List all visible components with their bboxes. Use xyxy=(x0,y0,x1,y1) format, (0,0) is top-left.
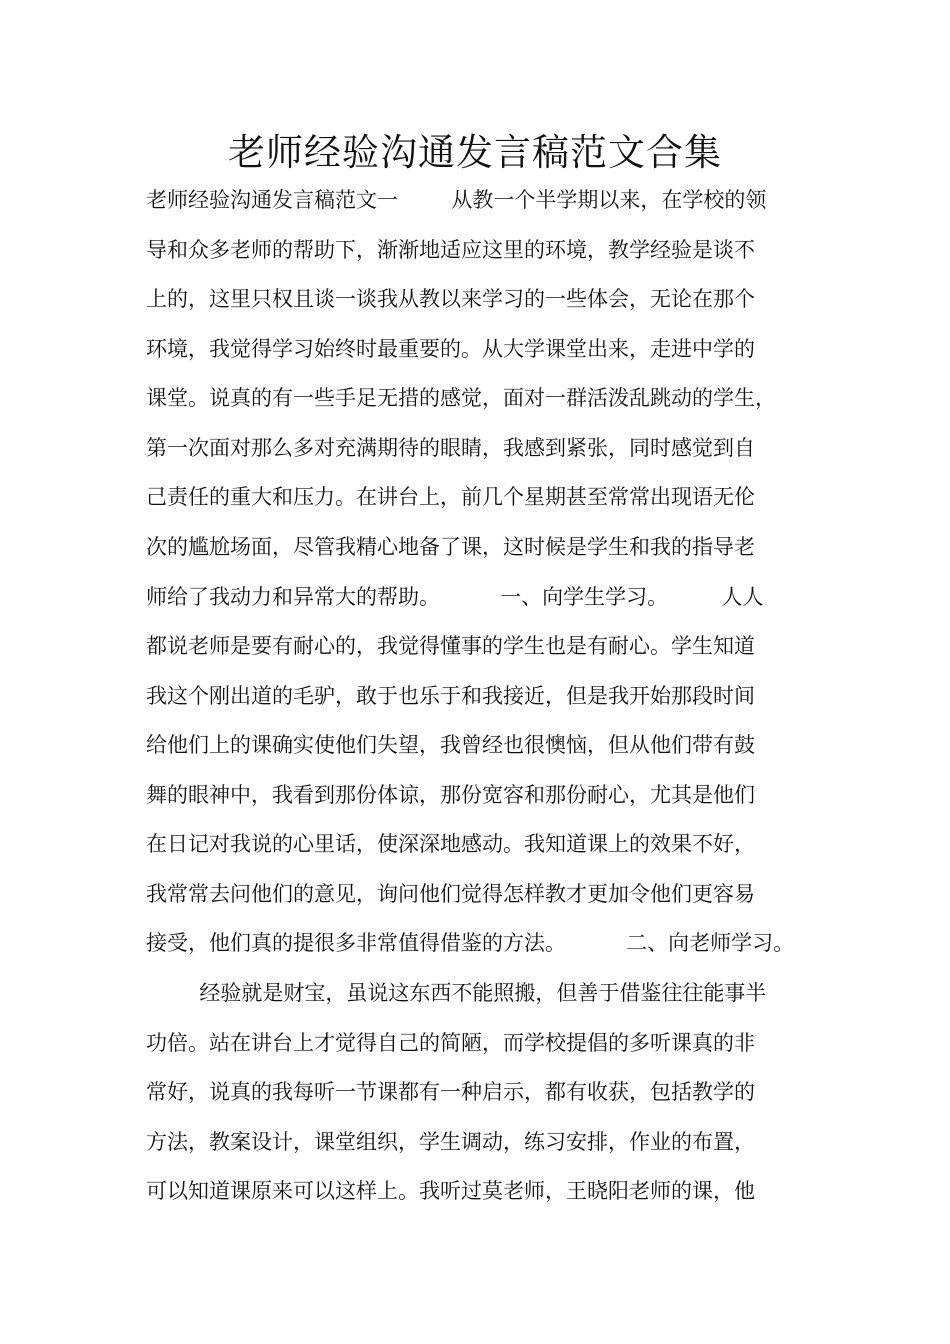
body-line: 己责任的重大和压力。在讲台上，前几个星期甚至常常出现语无伦 xyxy=(146,485,755,509)
body-line: 上的，这里只权且谈一谈我从教以来学习的一些体会，无论在那个 xyxy=(146,287,755,311)
body-line: 接受，他们真的提很多非常值得借鉴的方法。 二、向老师学习。 xyxy=(146,931,795,955)
body-line: 老师经验沟通发言稿范文一 从教一个半学期以来，在学校的领 xyxy=(146,188,767,212)
body-line: 导和众多老师的帮助下，渐渐地适应这里的环境，教学经验是谈不 xyxy=(146,238,755,262)
body-line: 师给了我动力和异常大的帮助。 一、向学生学习。 人人 xyxy=(146,585,764,609)
body-line: 都说老师是要有耐心的，我觉得懂事的学生也是有耐心。学生知道 xyxy=(146,634,755,658)
document-title: 老师经验沟通发言稿范文合集 xyxy=(228,131,722,174)
body-line: 可以知道课原来可以这样上。我听过莫老师，王晓阳老师的课，他 xyxy=(146,1179,755,1203)
body-line: 在日记对我说的心里话，使深深地感动。我知道课上的效果不好， xyxy=(146,832,755,856)
body-line: 环境，我觉得学习始终时最重要的。从大学课堂出来，走进中学的 xyxy=(146,337,755,361)
body-line: 第一次面对那么多对充满期待的眼睛，我感到紧张，同时感觉到自 xyxy=(146,436,755,460)
body-line: 给他们上的课确实使他们失望，我曾经也很懊恼，但从他们带有鼓 xyxy=(146,733,755,757)
body-line: 我常常去问他们的意见，询问他们觉得怎样教才更加令他们更容易 xyxy=(146,882,755,906)
body-line: 我这个刚出道的毛驴，敢于也乐于和我接近，但是我开始那段时间 xyxy=(146,684,755,708)
body-line: 次的尴尬场面，尽管我精心地备了课，这时候是学生和我的指导老 xyxy=(146,535,755,559)
body-line: 功倍。站在讲台上才觉得自己的简陋，而学校提倡的多听课真的非 xyxy=(146,1031,755,1055)
body-line: 常好，说真的我每听一节课都有一种启示，都有收获，包括教学的 xyxy=(146,1080,755,1104)
body-line: 舞的眼神中，我看到那份体谅，那份宽容和那份耐心，尤其是他们 xyxy=(146,783,755,807)
body-line: 经验就是财宝，虽说这东西不能照搬，但善于借鉴往往能事半 xyxy=(146,981,767,1005)
body-line: 课堂。说真的有一些手足无措的感觉，面对一群活泼乱跳动的学生， xyxy=(146,386,776,410)
body-line: 方法，教案设计，课堂组织，学生调动，练习安排，作业的布置， xyxy=(146,1130,755,1154)
